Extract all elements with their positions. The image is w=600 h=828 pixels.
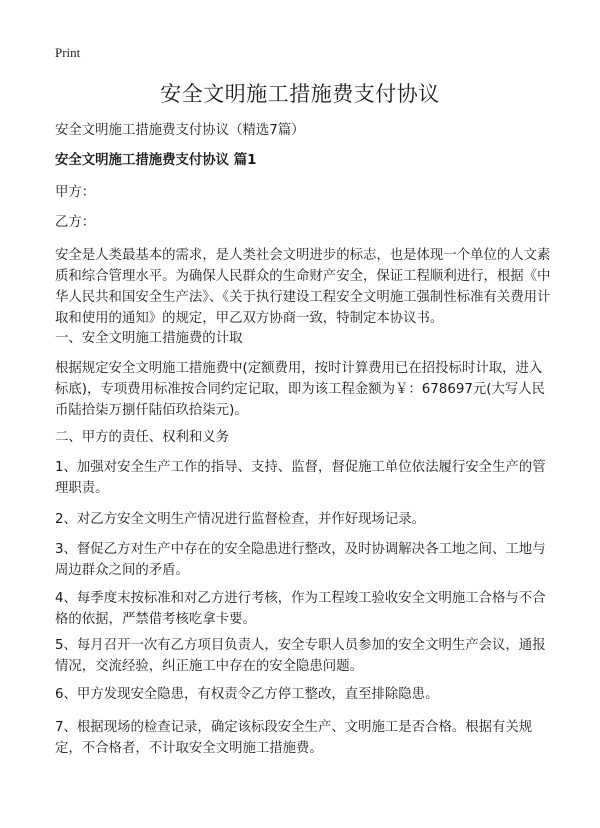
- document-subtitle: 安全文明施工措施费支付协议（精选7篇）: [55, 123, 305, 138]
- list-item: 2、对乙方安全文明生产情况进行监督检查，并作好现场记录。: [55, 512, 426, 527]
- list-item: 6、甲方发现安全隐患，有权责令乙方停工整改，直至排除隐患。: [55, 687, 439, 702]
- list-item: 7、根据现场的检查记录，确定该标段安全生产、文明施工是否合格。根据有关规定，不合格者，不计取安全文明施工措施费。: [55, 720, 533, 756]
- document-title: 安全文明施工措施费支付协议: [160, 82, 440, 106]
- list-item: 5、每月召开一次有乙方项目负责人，安全专职人员参加的安全文明生产会议，通报情况，交流经验，纠正施工中存在的安全隐患问题。: [55, 638, 546, 674]
- clause-paragraph-1: 根据规定安全文明施工措施费中(定额费用，按时计算费用已在招投标时计取，进入标底)，专项费用标准按合同约定记取，即为该工程金额为￥：678697元(大写人民币陆拾柒万捌仟陆佰玖拾柒元)。: [55, 361, 546, 418]
- list-item: 3、督促乙方对生产中存在的安全隐患进行整改，及时协调解决各工地之间、工地与周边群众之间的矛盾。: [55, 542, 546, 578]
- party-b-line: 乙方：: [55, 215, 96, 230]
- clause-heading-2: 二、甲方的责任、权利和义务: [55, 430, 230, 445]
- list-item: 4、每季度末按标准和对乙方进行考核，作为工程竣工验收安全文明施工合格与不合格的依据，严禁借考核吃拿卡要。: [55, 591, 546, 627]
- section-heading: 安全文明施工措施费支付协议 篇1: [55, 153, 257, 168]
- clause-heading-1: 一、安全文明施工措施费的计取: [55, 331, 243, 346]
- intro-paragraph: 安全是人类最基本的需求，是人类社会文明进步的标志，也是体现一个单位的人文素质和综合管理水平。为确保人民群众的生命财产安全，保证工程顺利进行，根据《中华人民共和国安全生产法》、《关于执行建设工程安全文明施工强制性标准有关费用计取和使用的通知》的规定，甲乙双方协商一致，特制定本协议书。: [55, 248, 551, 326]
- print-label: Print: [55, 45, 81, 60]
- list-item: 1、加强对安全生产工作的指导、支持、监督，督促施工单位依法履行安全生产的管理职责。: [55, 460, 546, 496]
- party-a-line: 甲方：: [55, 185, 96, 200]
